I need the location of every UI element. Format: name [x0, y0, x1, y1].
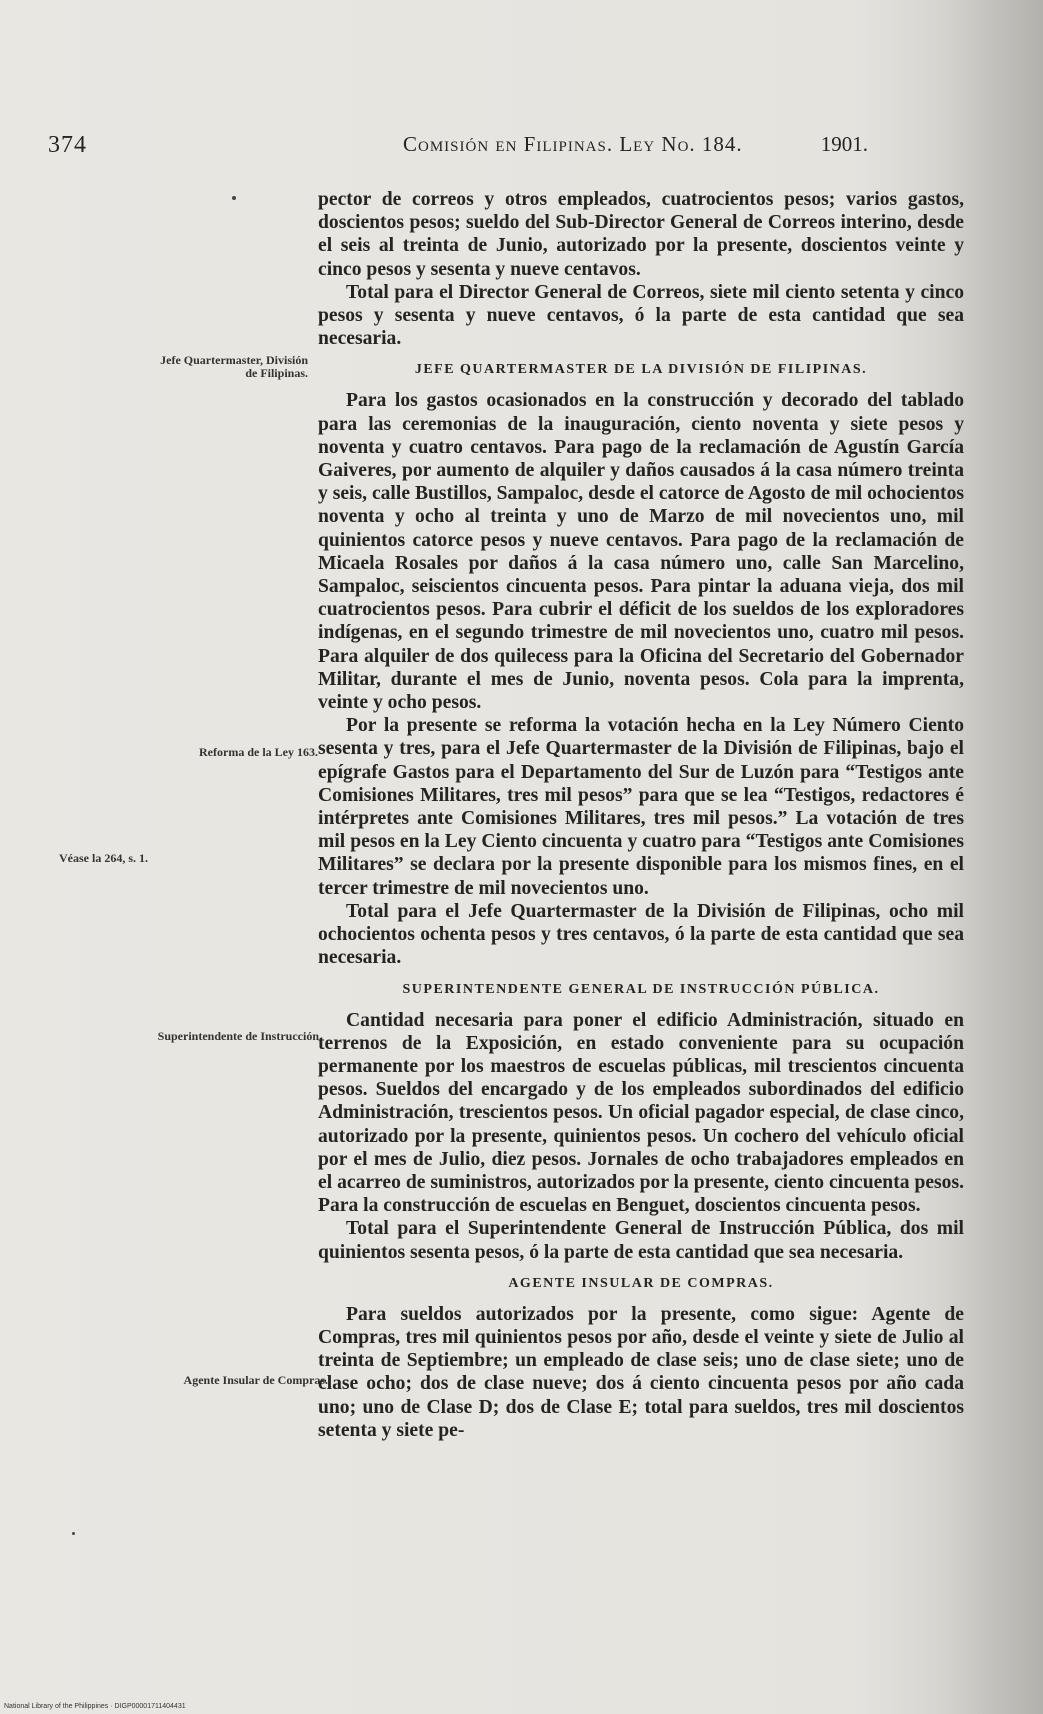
- ink-speck: [72, 1532, 75, 1535]
- scan-credit: National Library of the Philippines · DIGP00001711404431: [4, 1703, 186, 1710]
- text-column: [318, 188, 964, 1442]
- paragraph: Cantidad necesaria para poner el edificio Administración, situado en terrenos de la Exposición, en estado conveniente para su ocupación permanente por los maestros de escuelas públicas, mil trescientos cincuenta pesos. Sueldos del encargado y de los empleados subordinados del edificio Administración, trescientos pesos. Un oficial pagador especial, de clase cinco, autorizado por la presente, quinientos pesos. Un cochero del vehículo oficial por el mes de Julio, diez pesos. Jornales de ocho trabajadores empleados en el acarreo de suministros, autorizados por la presente, ciento cincuenta pesos. Para la construcción de escuelas en Benguet, doscientos cincuenta pesos.: [318, 1009, 964, 1217]
- section-heading: SUPERINTENDENTE GENERAL DE INSTRUCCIÓN PÚBLICA.: [402, 981, 880, 997]
- running-head-year: 1901.: [820, 132, 868, 156]
- margin-note-vease: Véase la 264, s. 1.: [59, 851, 148, 865]
- paragraph: Para sueldos autorizados por la presente, como sigue: Agente de Compras, tres mil quinientos pesos por año, desde el veinte y siete de Julio al treinta de Septiembre; un empleado de clase seis; uno de clase siete; uno de clase ocho; dos de clase nueve; dos á ciento cincuenta pesos por año cada uno; uno de Clase D; dos de Clase E; total para sueldos, tres mil doscientos setenta y siete pe-: [318, 1303, 964, 1441]
- margin-note-agente: Agente Insular de Compras.: [183, 1373, 328, 1387]
- paragraph-total: Total para el Director General de Correos, siete mil ciento setenta y cinco pesos y sesenta y nueve centavos, ó la parte de esta cantidad que sea necesaria.: [318, 281, 964, 350]
- running-head: Comisión en Filipinas. Ley No. 184.: [403, 132, 743, 156]
- paragraph: Para los gastos ocasionados en la construcción y decorado del tablado para las ceremonias de la inauguración, ciento noventa y siete pesos y noventa y cuatro centavos. Para pago de la reclamación de Agustín García Gaiveres, por aumento de alquiler y daños causados á la casa número treinta y seis, calle Bustillos, Sampaloc, desde el catorce de Agosto de mil ochocientos noventa y ocho al treinta y uno de Marzo de mil novecientos uno, mil quinientos catorce pesos y nueve centavos. Para pago de la reclamación de Micaela Rosales por daños á la casa número uno, calle San Marcelino, Sampaloc, seiscientos cincuenta pesos. Para pintar la aduana vieja, dos mil cuatrocientos pesos. Para cubrir el déficit de los sueldos de los exploradores indígenas, en el segundo trimestre de mil novecientos uno, cuatro mil pesos. Para alquiler de dos quilecess para la Oficina del Secretario del Gobernador Militar, durante el mes de Junio, noventa pesos. Cola para la imprenta, veinte y ocho pesos.: [318, 390, 964, 714]
- ink-speck: [232, 196, 236, 200]
- section-heading: AGENTE INSULAR DE COMPRAS.: [508, 1275, 774, 1291]
- margin-note-reforma: Reforma de la Ley 163.: [199, 745, 318, 759]
- margin-note-quartermaster: Jefe Quartermaster, División de Filipinas.: [160, 353, 308, 380]
- paragraph: Por la presente se reforma la votación hecha en la Ley Número Ciento sesenta y tres, para el Jefe Quartermaster de la División de Filipinas, bajo el epígrafe Gastos para el Departamento del Sur de Luzón para “Testigos ante Comisiones Militares, tres mil pesos” para que se lea “Testigos, redactores é intérpretes ante Comisiones Militares, tres mil pesos.” La votación de tres mil pesos en la Ley Ciento cincuenta y cuatro para “Testigos ante Comisiones Militares” se declara por la presente disponible para los mismos fines, en el tercer trimestre de mil novecientos uno.: [318, 715, 964, 899]
- page-header: [48, 132, 868, 162]
- paragraph-total: Total para el Superintendente General de Instrucción Pública, dos mil quinientos sesenta pesos, ó la parte de esta cantidad que sea necesaria.: [318, 1218, 964, 1263]
- page-number: 374: [48, 132, 87, 158]
- margin-note-superintendente: Superintendente de Instrucción.: [157, 1029, 322, 1043]
- paragraph-total: Total para el Jefe Quartermaster de la División de Filipinas, ocho mil ochocientos ochenta pesos y tres centavos, ó la parte de esta cantidad que sea necesaria.: [318, 900, 964, 969]
- paragraph: pector de correos y otros empleados, cuatrocientos pesos; varios gastos, doscientos pesos; sueldo del Sub-Director General de Correos interino, desde el seis al treinta de Junio, autorizado por la presente, doscientos veinte y cinco pesos y sesenta y nueve centavos.: [318, 189, 964, 280]
- section-heading: JEFE QUARTERMASTER DE LA DIVISIÓN DE FILIPINAS.: [414, 362, 868, 378]
